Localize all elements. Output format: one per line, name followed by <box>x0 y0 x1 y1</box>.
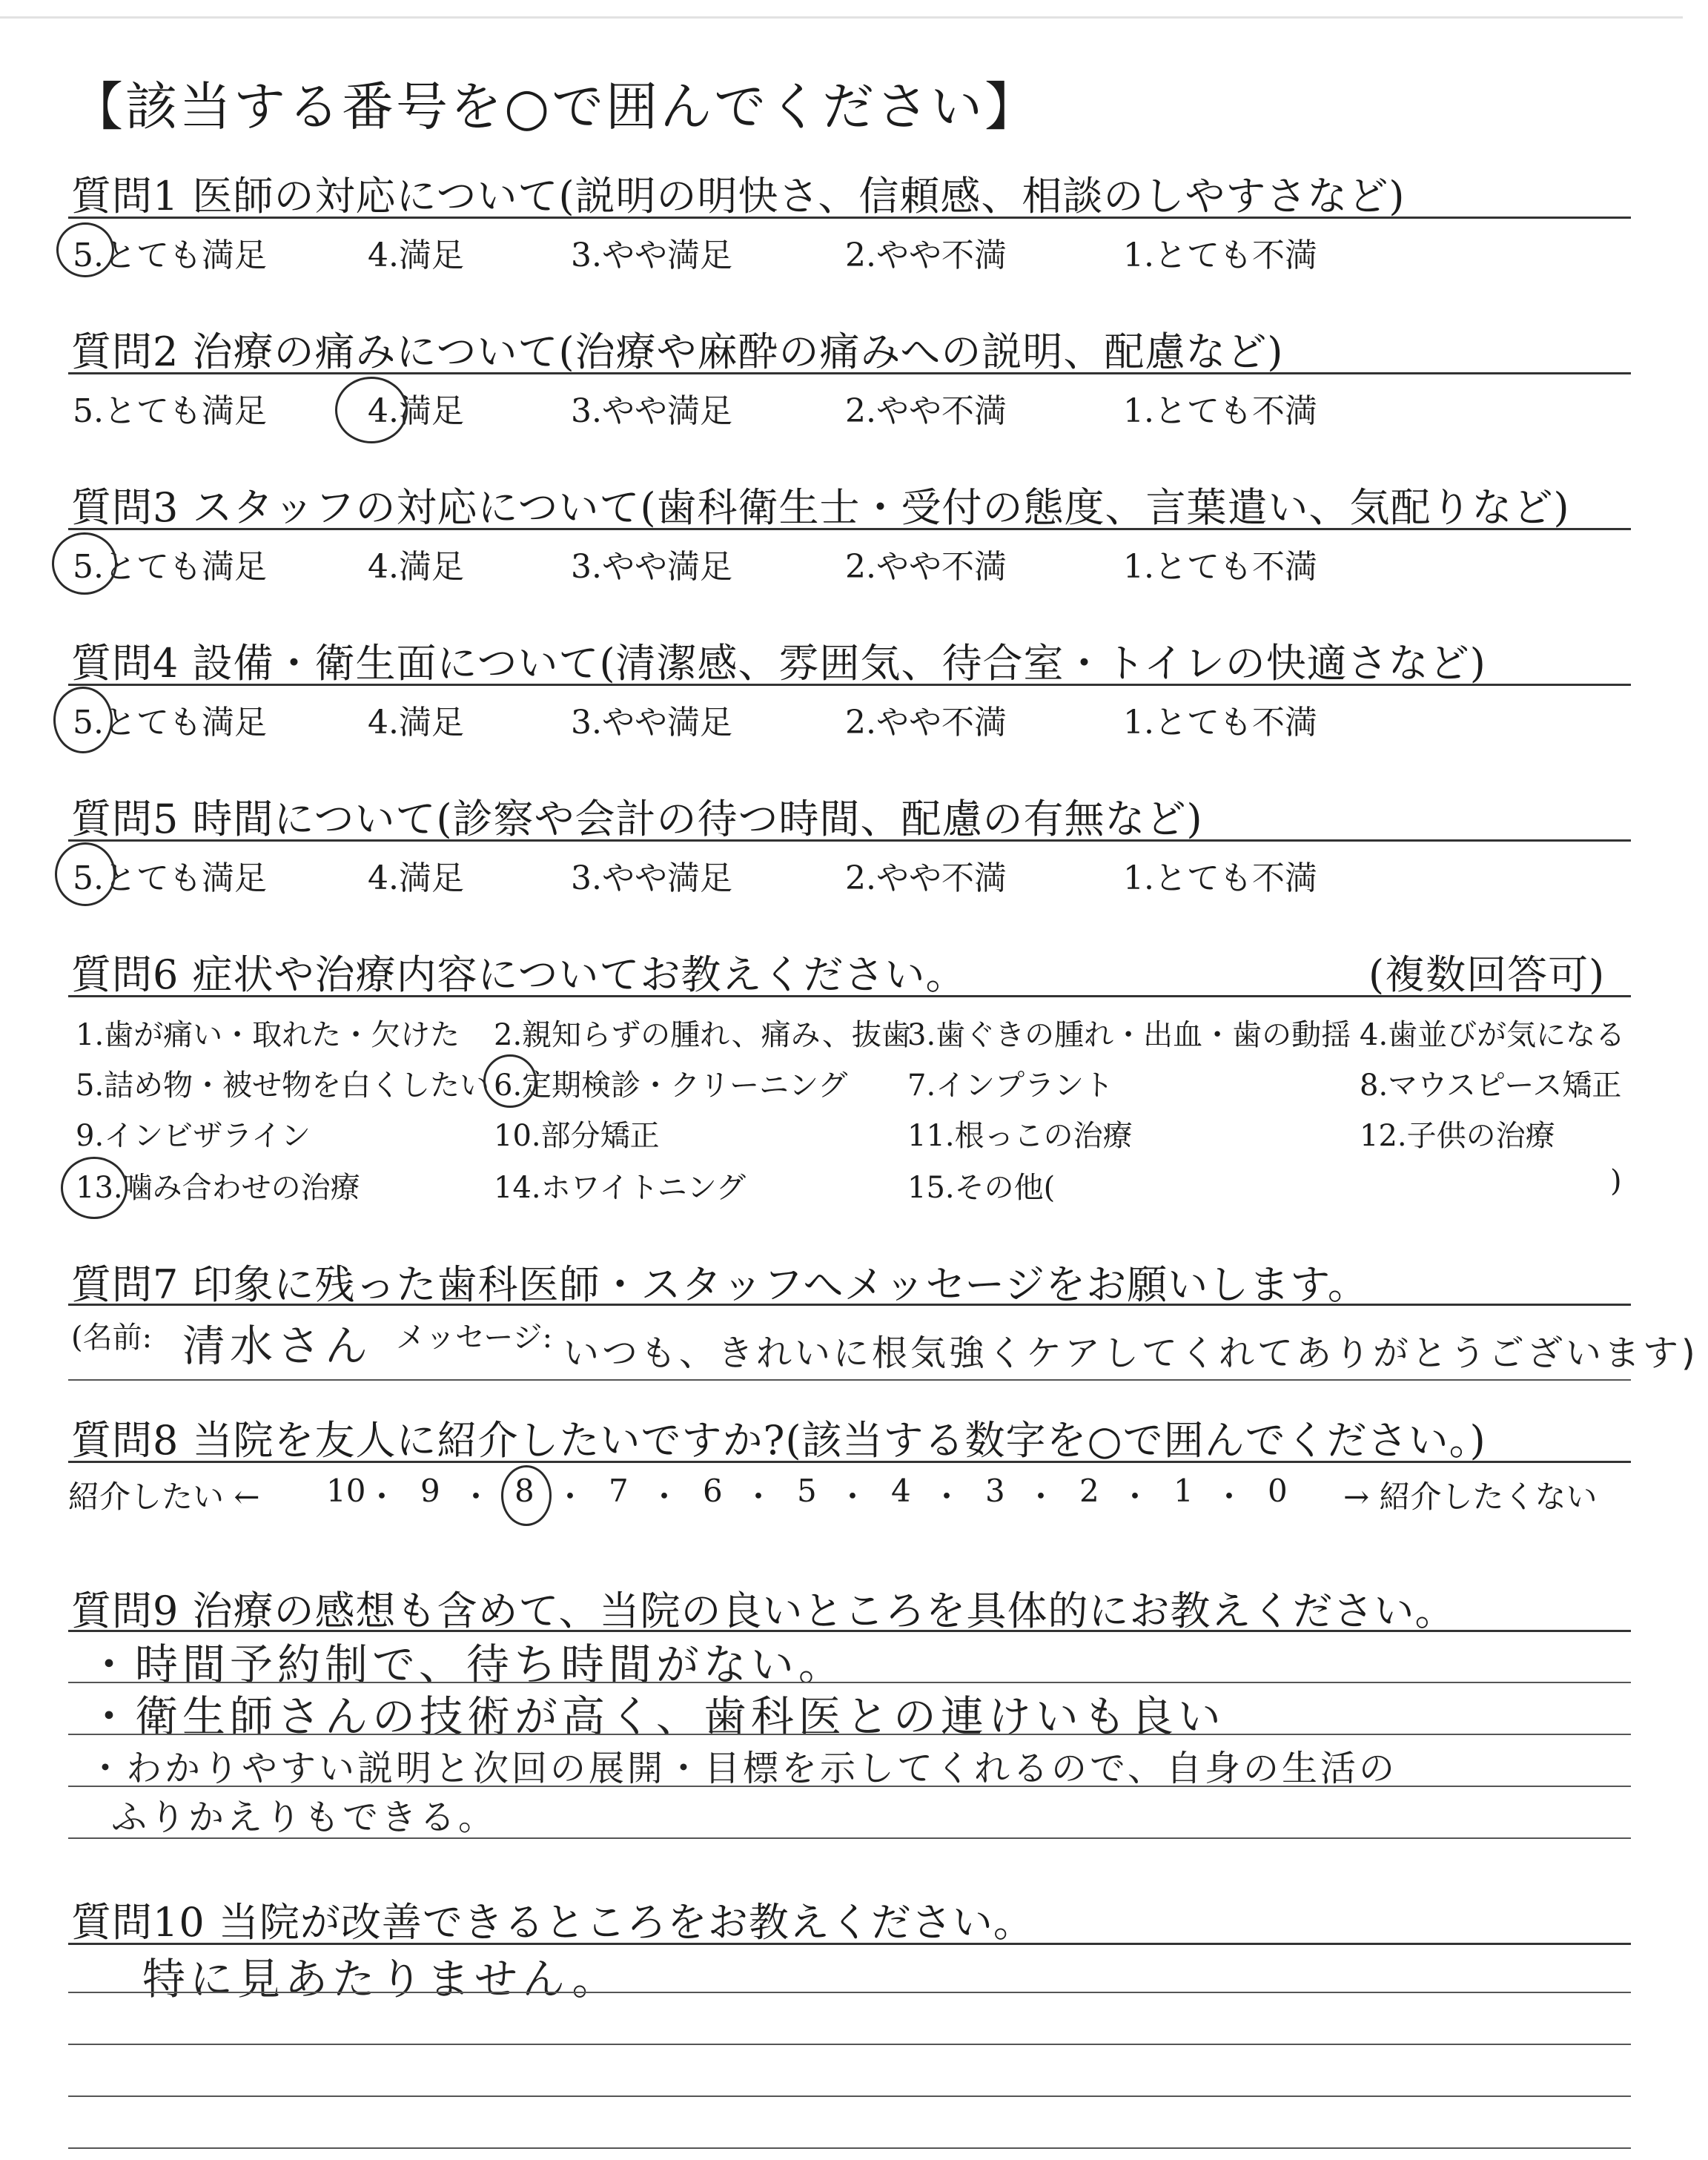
question-8-rule <box>68 1461 1631 1463</box>
option-2[interactable]: 2.やや不満 <box>845 704 1007 742</box>
scale-separator: ・ <box>931 1479 963 1515</box>
option-5[interactable]: 5.とても満足 <box>73 237 267 274</box>
option-1[interactable]: 1.とても不満 <box>1123 237 1317 274</box>
selection-circle <box>52 532 117 595</box>
option-3[interactable]: 3.やや満足 <box>571 392 732 430</box>
symptom-option-9[interactable]: 9.インビザライン <box>76 1119 311 1153</box>
option-1[interactable]: 1.とても不満 <box>1123 392 1317 430</box>
option-1[interactable]: 1.とても不満 <box>1123 548 1317 586</box>
q10-line-rule <box>68 2095 1631 2097</box>
question-5-title: 質問5 時間について(診察や会計の待つ時間、配慮の有無など) <box>71 796 1203 842</box>
q10-answer-line-1: 特に見あたりません。 <box>142 1954 620 2004</box>
scale-value-8[interactable]: 8 <box>514 1473 534 1509</box>
q9-line-rule <box>68 1786 1631 1787</box>
q9-line-rule <box>68 1837 1631 1839</box>
symptom-option-6[interactable]: 6.定期検診・クリーニング <box>494 1069 848 1103</box>
scale-separator: ・ <box>1119 1479 1151 1515</box>
symptom-option-2[interactable]: 2.親知らずの腫れ、痛み、抜歯 <box>494 1018 911 1052</box>
selection-circle <box>335 377 408 443</box>
q9-answer-line-4: ふりかえりもできる。 <box>111 1797 497 1838</box>
recommend-left-label: 紹介したい ← <box>68 1479 260 1515</box>
scale-value-0[interactable]: 0 <box>1268 1473 1288 1509</box>
scale-value-9[interactable]: 9 <box>420 1473 440 1509</box>
symptom-option-15[interactable]: 15.その他( <box>907 1171 1056 1205</box>
scale-value-10[interactable]: 10 <box>326 1473 366 1509</box>
message-label: メッセージ: <box>396 1321 553 1355</box>
selection-circle <box>55 842 116 906</box>
option-4[interactable]: 4.満足 <box>368 548 464 586</box>
scale-separator: ・ <box>1025 1479 1057 1515</box>
question-6-note: (複数回答可) <box>1368 951 1606 998</box>
question-3-rule <box>68 528 1631 530</box>
scale-value-4[interactable]: 4 <box>891 1473 911 1509</box>
name-label: (名前: <box>71 1321 153 1355</box>
scale-separator: ・ <box>460 1479 492 1515</box>
option-3[interactable]: 3.やや満足 <box>571 859 732 897</box>
option-4[interactable]: 4.満足 <box>368 237 464 274</box>
option-5[interactable]: 5.とても満足 <box>73 548 267 586</box>
symptom-option-5[interactable]: 5.詰め物・被せ物を白くしたい <box>76 1069 490 1103</box>
option-3[interactable]: 3.やや満足 <box>571 704 732 742</box>
question-6-rule <box>68 995 1631 997</box>
question-4-title: 質問4 設備・衛生面について(清潔感、雰囲気、待合室・トイレの快適さなど) <box>71 640 1486 687</box>
option-2[interactable]: 2.やや不満 <box>845 392 1007 430</box>
question-8-title: 質問8 当院を友人に紹介したいですか?(該当する数字を○で囲んでください。) <box>71 1417 1486 1464</box>
question-2-title: 質問2 治療の痛みについて(治療や麻酔の痛みへの説明、配慮など) <box>71 328 1284 375</box>
message-value: いつも、きれいに根気強くケアしてくれてありがとうございます) <box>563 1332 1698 1374</box>
question-7-rule <box>68 1304 1631 1306</box>
question-4-rule <box>68 684 1631 686</box>
scale-value-6[interactable]: 6 <box>703 1473 723 1509</box>
scale-value-2[interactable]: 2 <box>1079 1473 1099 1509</box>
symptom-option-13[interactable]: 13.噛み合わせの治療 <box>76 1171 360 1205</box>
name-value: 清水さん <box>182 1321 373 1371</box>
selection-circle <box>61 1157 128 1219</box>
symptom-option-7[interactable]: 7.インプラント <box>907 1069 1114 1103</box>
question-6-title: 質問6 症状や治療内容についてお教えください。 <box>71 951 967 998</box>
q10-line-rule <box>68 2044 1631 2045</box>
option-5[interactable]: 5.とても満足 <box>73 392 267 430</box>
symptom-option-1[interactable]: 1.歯が痛い・取れた・欠けた <box>76 1018 460 1052</box>
symptom-option-12[interactable]: 12.子供の治療 <box>1360 1119 1555 1153</box>
question-10-title: 質問10 当院が改善できるところをお教えください。 <box>71 1899 1034 1946</box>
question-2-rule <box>68 372 1631 374</box>
option-4[interactable]: 4.満足 <box>368 392 464 430</box>
scale-separator: ・ <box>743 1479 775 1515</box>
symptom-option-3[interactable]: 3.歯ぐきの腫れ・出血・歯の動揺 <box>907 1018 1351 1052</box>
q9-answer-line-3: ・わかりやすい説明と次回の展開・目標を示してくれるので、自身の生活の <box>87 1748 1398 1789</box>
symptom-option-4[interactable]: 4.歯並びが気になる <box>1360 1018 1626 1052</box>
scale-separator: ・ <box>366 1479 398 1515</box>
option-2[interactable]: 2.やや不満 <box>845 237 1007 274</box>
q10-line-rule <box>68 2147 1631 2149</box>
recommend-right-label: → 紹介したくない <box>1343 1479 1598 1515</box>
question-1-title: 質問1 医師の対応について(説明の明快さ、信頼感、相談のしやすさなど) <box>71 173 1406 219</box>
symptom-option-14[interactable]: 14.ホワイトニング <box>494 1171 747 1205</box>
question-1-rule <box>68 217 1631 219</box>
question-7-bottom-rule <box>68 1379 1631 1381</box>
other-close-paren: ) <box>1610 1164 1622 1198</box>
q10-line-rule <box>68 1992 1631 1993</box>
q9-answer-line-2: ・衛生師さんの技術が高く、歯科医との連けいも良い <box>87 1691 1225 1742</box>
selection-circle <box>53 687 113 753</box>
scale-value-3[interactable]: 3 <box>985 1473 1005 1509</box>
question-5-rule <box>68 839 1631 842</box>
scale-separator: ・ <box>1214 1479 1245 1515</box>
form-header: 【該当する番号を○で囲んでください】 <box>71 76 1039 137</box>
option-4[interactable]: 4.満足 <box>368 704 464 742</box>
option-1[interactable]: 1.とても不満 <box>1123 859 1317 897</box>
symptom-option-10[interactable]: 10.部分矯正 <box>494 1119 660 1153</box>
selection-circle <box>483 1054 537 1108</box>
selection-circle <box>56 222 114 277</box>
scale-separator: ・ <box>555 1479 586 1515</box>
q9-line-rule <box>68 1734 1631 1735</box>
scale-value-1[interactable]: 1 <box>1174 1473 1194 1509</box>
question-9-title: 質問9 治療の感想も含めて、当院の良いところを具体的にお教えください。 <box>71 1588 1456 1634</box>
scale-value-7[interactable]: 7 <box>609 1473 629 1509</box>
top-edge-line <box>0 16 1683 19</box>
question-3-title: 質問3 スタッフの対応について(歯科衛生士・受付の態度、言葉遣い、気配りなど) <box>71 484 1570 531</box>
scale-separator: ・ <box>649 1479 681 1515</box>
question-7-title: 質問7 印象に残った歯科医師・スタッフへメッセージをお願いします。 <box>71 1261 1368 1308</box>
selection-circle <box>501 1465 552 1526</box>
scale-value-5[interactable]: 5 <box>797 1473 817 1509</box>
option-1[interactable]: 1.とても不満 <box>1123 704 1317 742</box>
symptom-option-8[interactable]: 8.マウスピース矯正 <box>1360 1069 1622 1103</box>
option-3[interactable]: 3.やや満足 <box>571 237 732 274</box>
scale-separator: ・ <box>837 1479 869 1515</box>
option-2[interactable]: 2.やや不満 <box>845 859 1007 897</box>
symptom-option-11[interactable]: 11.根っこの治療 <box>907 1119 1133 1153</box>
option-5[interactable]: 5.とても満足 <box>73 859 267 897</box>
option-2[interactable]: 2.やや不満 <box>845 548 1007 586</box>
q9-answer-line-1: ・時間予約制で、待ち時間がない。 <box>87 1639 846 1690</box>
option-4[interactable]: 4.満足 <box>368 859 464 897</box>
option-5[interactable]: 5.とても満足 <box>73 704 267 742</box>
option-3[interactable]: 3.やや満足 <box>571 548 732 586</box>
